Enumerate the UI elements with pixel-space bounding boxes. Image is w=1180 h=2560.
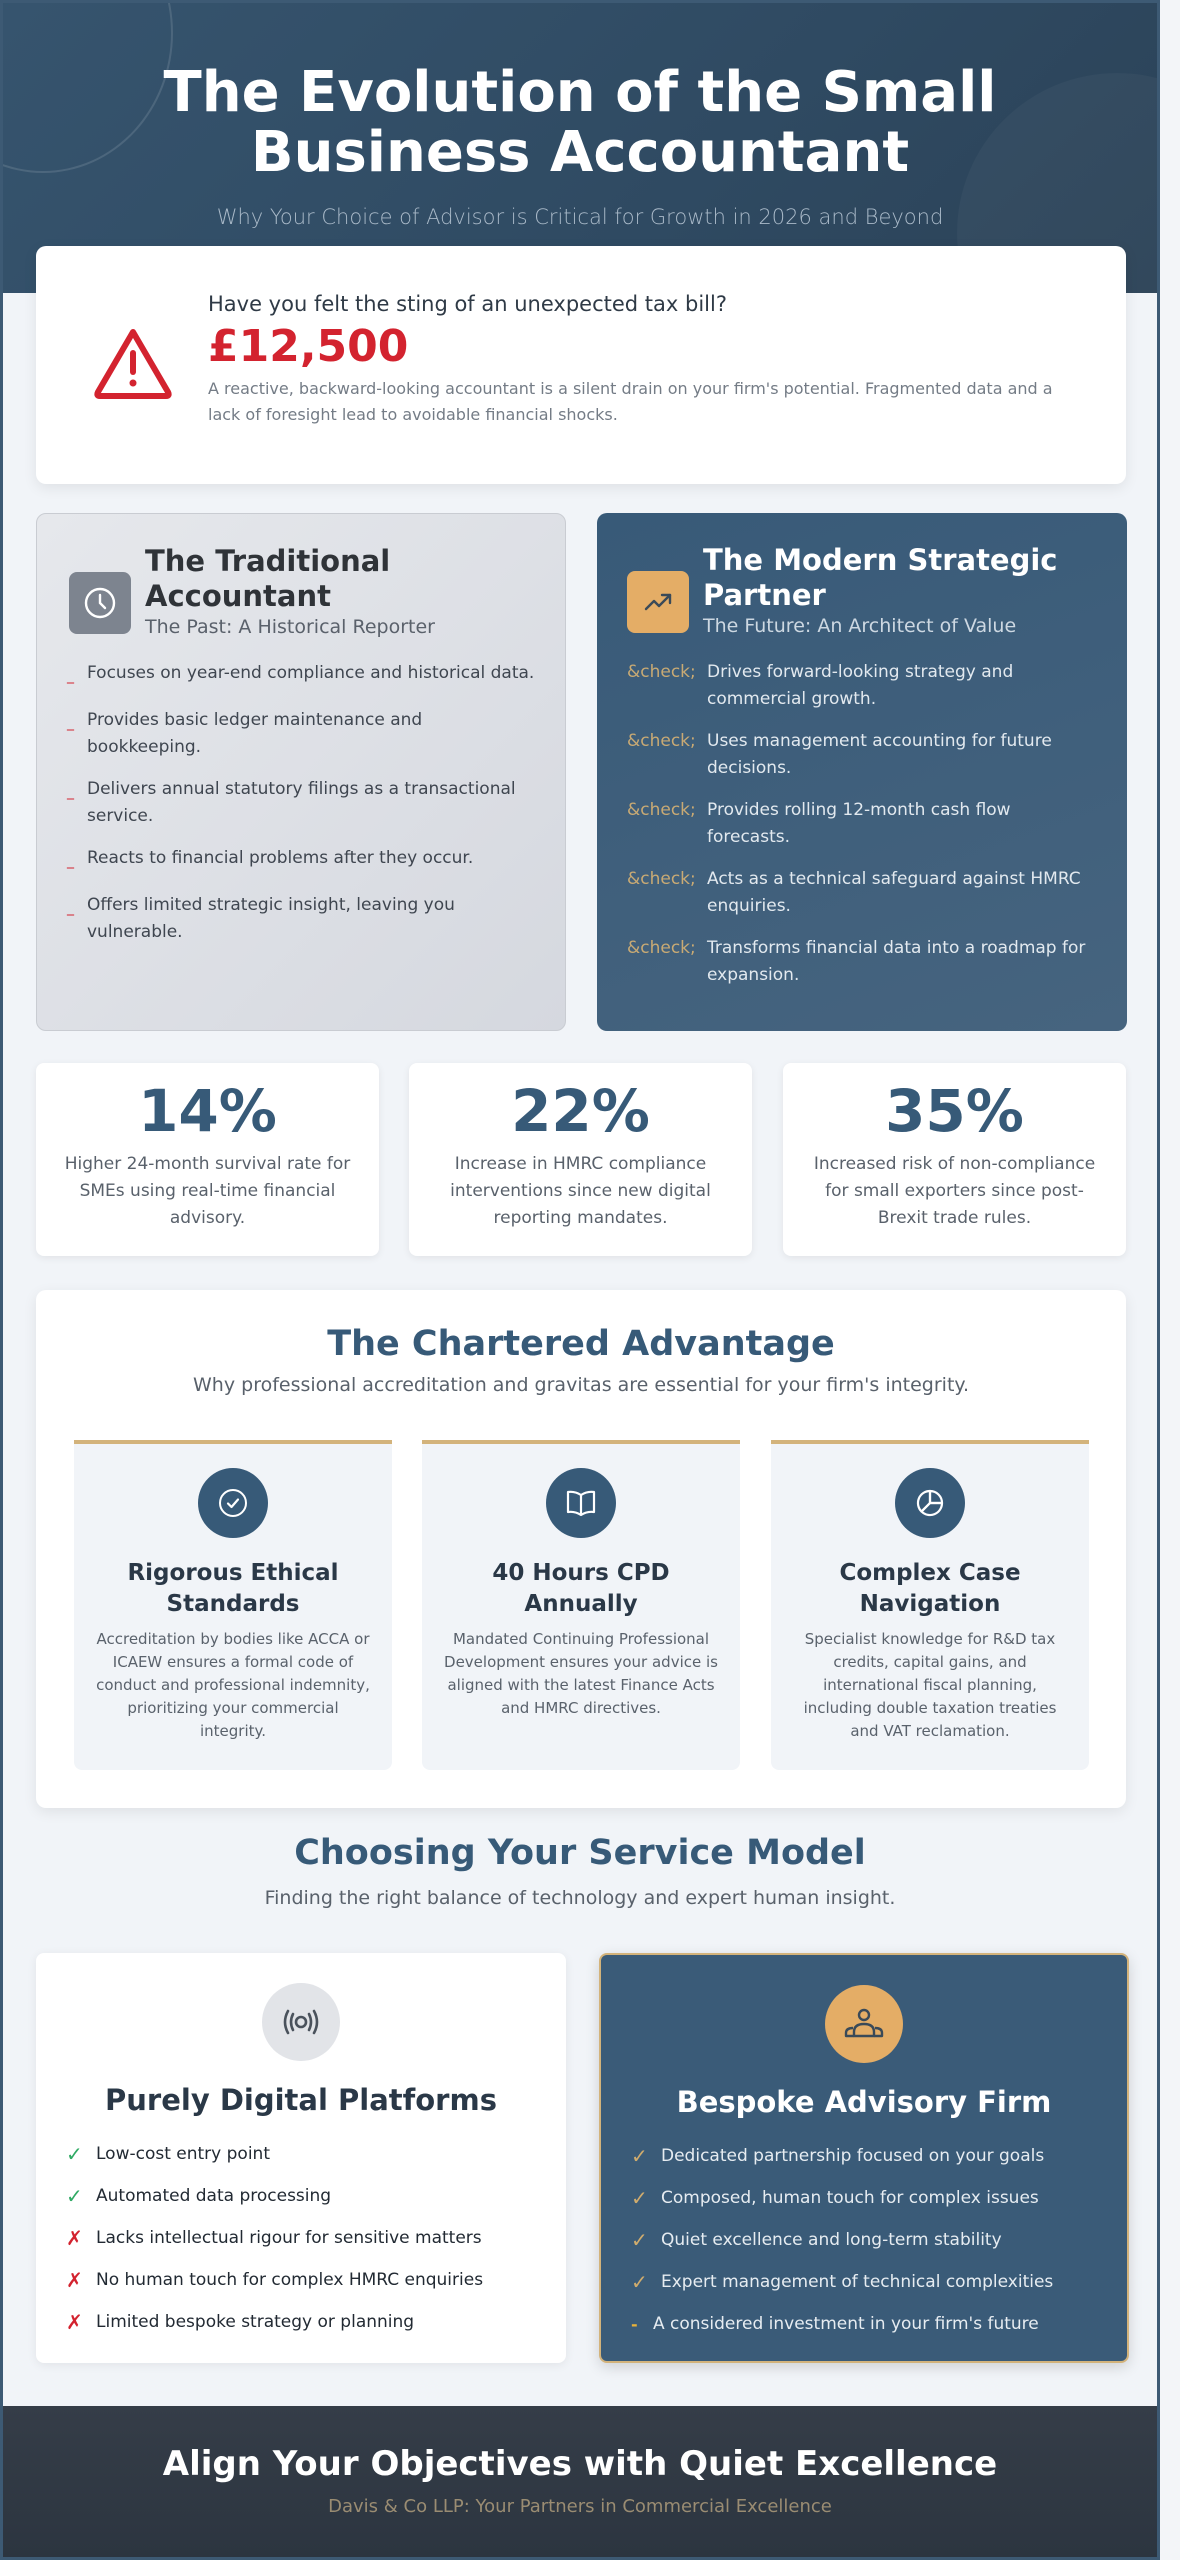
advantage-description: Accreditation by bodies like ACCA or ICAEW ensures a formal code of conduct and professional indemnity, prioritizing your commercial integrity. — [96, 1630, 370, 1740]
check-bullet-icon: &check; — [627, 938, 696, 958]
stat-description: Higher 24-month survival rate for SMEs using real-time financial advisory. — [64, 1154, 351, 1228]
trending-up-icon — [627, 571, 689, 633]
stat-description: Increase in HMRC compliance interventions since new digital reporting mandates. — [450, 1154, 711, 1228]
check-icon: ✓ — [631, 2228, 648, 2252]
list-item: ✓ Dedicated partnership focused on your goals — [631, 2144, 1045, 2168]
bespoke-features-list — [601, 2135, 1127, 2345]
advantage-card — [771, 1440, 1089, 1770]
book-open-icon — [546, 1468, 616, 1538]
check-bullet-icon: &check; — [627, 869, 696, 889]
service-title: Bespoke Advisory Firm — [676, 2085, 1052, 2119]
list-item: ✓ Quiet excellence and long-term stability — [631, 2228, 1002, 2252]
list-item: ✓ Automated data processing — [66, 2184, 332, 2208]
stat-card — [783, 1063, 1126, 1256]
alert-description: A reactive, backward-looking accountant is a silent drain on your firm's potential. Fragmented data and a lack of foresight lead to avoidable financial shocks. — [208, 379, 1053, 424]
advantage-card — [74, 1440, 392, 1770]
service-model-heading — [3, 1833, 1157, 1909]
modern-title: The Modern Strategic Partner — [703, 543, 1058, 612]
list-item: &check; Uses management accounting for future decisions. — [627, 728, 1097, 782]
stat-description: Increased risk of non-compliance for small exporters since post-Brexit trade rules. — [813, 1154, 1096, 1228]
section-subtitle: Why professional accreditation and gravitas are essential for your firm's integrity. — [193, 1374, 969, 1396]
broadcast-icon — [262, 1983, 340, 2061]
section-title: Choosing Your Service Model — [294, 1833, 866, 1873]
stat-value: 35% — [885, 1077, 1024, 1145]
check-bullet-icon: &check; — [627, 800, 696, 820]
bespoke-advisory-card — [599, 1953, 1129, 2363]
advantage-title: Complex Case Navigation — [839, 1560, 1021, 1617]
accountant-comparison — [36, 513, 1126, 1033]
list-item: ✗ No human touch for complex HMRC enquiries — [66, 2268, 484, 2292]
check-bullet-icon: &check; — [627, 662, 696, 682]
stats-row — [36, 1063, 1126, 1258]
check-bullet-icon: &check; — [627, 731, 696, 751]
page-title: The Evolution of the Small Business Accountant — [163, 60, 997, 185]
check-icon: ✓ — [66, 2142, 83, 2166]
advantage-card — [422, 1440, 740, 1770]
list-item: ✓ Expert management of technical complexities — [631, 2270, 1054, 2294]
stat-value: 22% — [511, 1077, 650, 1145]
footer-subtitle: Davis & Co LLP: Your Partners in Commercial Excellence — [328, 2496, 832, 2517]
list-item: ✓ Composed, human touch for complex issues — [631, 2186, 1039, 2210]
list-item: _ Reacts to financial problems after they occur. — [67, 845, 535, 877]
list-item: ✗ Lacks intellectual rigour for sensitive matters — [66, 2226, 482, 2250]
alert-question: Have you felt the sting of an unexpected tax bill? — [208, 292, 727, 316]
list-item: _ Provides basic ledger maintenance and bookkeeping. — [67, 707, 535, 761]
dash-icon: - — [631, 2314, 638, 2334]
advantage-description: Specialist knowledge for R&D tax credits, capital gains, and international fiscal planning, including double taxation treaties and VAT reclamation. — [803, 1630, 1057, 1740]
service-title: Purely Digital Platforms — [105, 2083, 497, 2117]
check-circle-icon — [198, 1468, 268, 1538]
modern-partner-card — [597, 513, 1127, 1031]
check-icon: ✓ — [631, 2270, 648, 2294]
advantage-description: Mandated Continuing Professional Development ensures your advice is aligned with the latest Finance Acts and HMRC directives. — [444, 1630, 718, 1717]
traditional-list — [67, 660, 535, 946]
tax-bill-alert-card — [36, 246, 1126, 484]
section-subtitle: Finding the right balance of technology and expert human insight. — [264, 1887, 896, 1909]
dash-bullet-icon: _ — [67, 668, 74, 684]
cross-icon: ✗ — [66, 2268, 83, 2292]
page-subtitle: Why Your Choice of Advisor is Critical for Growth in 2026 and Beyond — [216, 205, 944, 229]
dash-bullet-icon: _ — [67, 715, 74, 731]
list-item: &check; Provides rolling 12-month cash flow forecasts. — [627, 797, 1097, 851]
list-item: - A considered investment in your firm's future — [631, 2314, 1039, 2334]
list-item: &check; Acts as a technical safeguard against HMRC enquiries. — [627, 866, 1097, 920]
check-icon: ✓ — [66, 2184, 83, 2208]
advantage-title: 40 Hours CPD Annually — [492, 1560, 670, 1617]
stat-value: 14% — [138, 1077, 277, 1145]
list-item: _ Delivers annual statutory filings as a transactional service. — [67, 776, 535, 830]
list-item: _ Focuses on year-end compliance and historical data. — [67, 660, 535, 692]
footer-cta — [3, 2406, 1157, 2557]
users-group-icon — [825, 1985, 903, 2063]
advantage-title: Rigorous Ethical Standards — [127, 1560, 339, 1617]
digital-features-list — [36, 2133, 566, 2343]
check-icon: ✓ — [631, 2144, 648, 2168]
warning-triangle-icon — [92, 326, 174, 400]
chartered-advantage-section — [36, 1290, 1126, 1808]
cross-icon: ✗ — [66, 2226, 83, 2250]
dash-bullet-icon: _ — [67, 784, 74, 800]
list-item: _ Offers limited strategic insight, leaving you vulnerable. — [67, 892, 535, 946]
stat-card — [409, 1063, 752, 1256]
list-item: ✓ Low-cost entry point — [66, 2142, 270, 2166]
modern-subtitle: The Future: An Architect of Value — [703, 615, 1017, 637]
digital-platforms-card — [36, 1953, 566, 2363]
pie-chart-icon — [895, 1468, 965, 1538]
dash-bullet-icon: _ — [67, 900, 74, 916]
list-item: ✗ Limited bespoke strategy or planning — [66, 2310, 415, 2334]
clock-icon — [69, 572, 131, 634]
traditional-title: The Traditional Accountant — [145, 544, 391, 613]
list-item: &check; Drives forward-looking strategy and commercial growth. — [627, 659, 1097, 713]
footer-title: Align Your Objectives with Quiet Excellence — [162, 2444, 998, 2484]
traditional-subtitle: The Past: A Historical Reporter — [145, 616, 435, 638]
modern-list — [627, 659, 1097, 989]
list-item: &check; Transforms financial data into a roadmap for expansion. — [627, 935, 1097, 989]
section-title: The Chartered Advantage — [327, 1324, 835, 1364]
dash-bullet-icon: _ — [67, 853, 74, 869]
alert-amount: £12,500 — [208, 321, 409, 372]
cross-icon: ✗ — [66, 2310, 83, 2334]
check-icon: ✓ — [631, 2186, 648, 2210]
stat-card — [36, 1063, 379, 1256]
traditional-accountant-card — [36, 513, 566, 1031]
